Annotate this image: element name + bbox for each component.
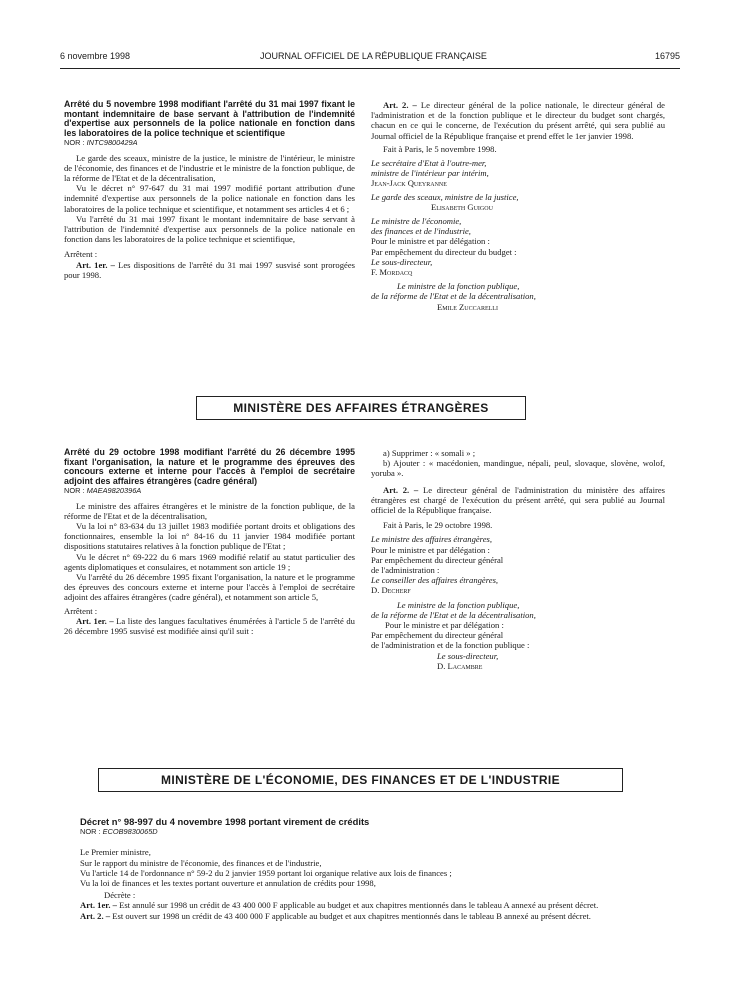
arrete1-arretent: Arrêtent :	[64, 249, 98, 260]
arrete2-sig1-name: D. Decherf	[371, 585, 411, 596]
decret-rapport: Sur le rapport du ministre de l'économie, des finances et de l'industrie,	[80, 857, 322, 868]
arrete1-sig4-role: Le ministre de la fonction publique,	[397, 281, 520, 292]
page-header	[60, 51, 680, 65]
arrete2-visa-2: Vu le décret n° 69-222 du 6 mars 1969 modifié relatif au statut particulier des agents diplomatiques et consulaires, et notamment son article 19 ;	[64, 551, 355, 572]
decret-visa-2: Vu la loi de finances et les textes portant ouverture et annulation de crédits pour 1998,	[80, 878, 376, 889]
arrete2-sig2-delegation: Pour le ministre et par délégation :	[385, 620, 504, 631]
arrete1-title: Arrêté du 5 novembre 1998 modifiant l'arrêté du 31 mai 1997 fixant le montant indemnitaire de base servant à l'attribution de l'indemnité d'expertise aux personnels de la police nationale en fonction dans les laboratoires de la police technique et scientifique	[64, 99, 355, 138]
arrete1-preamble: Le garde des sceaux, ministre de la justice, le ministre de l'intérieur, le ministre de l'économie, des finances et de l'industrie et le ministre de la fonction publique, de la réforme de l'Etat et de la décentralisation,	[64, 152, 355, 183]
arrete2-sig2-role: Le ministre de la fonction publique,	[397, 599, 520, 610]
arrete1-article-1: Art. 1er. – Les dispositions de l'arrêté du 31 mai 1997 susvisé sont prorogées pour 1998.	[64, 259, 355, 280]
arrete2-sig1-role: Le ministre des affaires étrangères,	[371, 534, 493, 545]
arrete2-visa-3: Vu l'arrêté du 26 décembre 1995 fixant l'organisation, la nature et le programme des épreuves des concours externe et interne pour l'accès à l'emploi de secrétaire adjoint des affaires étrangères (cadre général), et notamment son article 5,	[64, 572, 355, 603]
arrete1-sig3-role-c: Le sous-directeur,	[371, 256, 433, 267]
arrete2-nor: NOR : MAEA9820396A	[64, 486, 142, 496]
arrete2-item-a: a) Supprimer : « somali » ;	[383, 448, 476, 458]
arrete2-article-2: Art. 2. – Le directeur général de l'administration du ministère des affaires étrangères est chargé de l'exécution du présent arrêté, qui sera publié au Journal officiel de la République française.	[371, 484, 665, 516]
arrete2-sig1-administration: de l'administration :	[371, 565, 440, 576]
arrete2-article-1: Art. 1er. – La liste des langues facultatives énumérées à l'article 5 de l'arrêté du 26 décembre 1995 susvisé est modifiée ainsi qu'il suit :	[64, 615, 355, 637]
arrete1-sig3-role: Le ministre de l'économie,	[371, 216, 462, 227]
arrete2-visa-1: Vu la loi n° 83-634 du 13 juillet 1983 modifiée portant droits et obligations des fonctionnaires, ensemble la loi n° 84-16 du 11 janvier 1984 modifiée portant dispositions statutaires relatives à la fonction publique de l'Etat ;	[64, 520, 355, 552]
arrete1-visa-1: Vu le décret n° 97-647 du 31 mai 1997 modifié portant attribution d'une indemnité d'expertise aux personnels de la police nationale en fonction dans les laboratoires de la police technique et scientifique, et notamment ses articles 4 et 6 ;	[64, 183, 355, 214]
arrete2-sig2-name: D. Lacambre	[437, 660, 483, 671]
header-page-number: 16795	[654, 51, 680, 61]
arrete2-sig2-role-c: Le sous-directeur,	[437, 650, 499, 661]
arrete1-sig1-role-b: ministre de l'intérieur par intérim,	[371, 168, 489, 179]
arrete1-right-column	[371, 100, 665, 312]
arrete1-sig1-name: Jean-Jack Queyranne	[371, 178, 447, 189]
arrete2-sig2-role-b: de la réforme de l'Etat et de la décentralisation,	[371, 609, 536, 620]
decret-nor: NOR : ECOB9830065D	[80, 827, 158, 837]
arrete1-article-2: Art. 2. – Le directeur général de la police nationale, le directeur général de l'administration et de la fonction publique et le directeur du budget sont chargés, chacun en ce qui le concerne, de l'exécution du présent arrêté, qui sera publié au Journal officiel de la République française et prend effet le 1er janvier 1998.	[371, 100, 665, 141]
header-journal: JOURNAL OFFICIEL DE LA RÉPUBLIQUE FRANÇAISE	[260, 51, 487, 61]
arrete2-preamble: Le ministre des affaires étrangères et le ministre de la fonction publique, de la réforme de l'Etat et de la décentralisation,	[64, 500, 355, 521]
header-rule	[60, 68, 680, 69]
decret-title: Décret n° 98-997 du 4 novembre 1998 portant virement de crédits	[80, 816, 370, 827]
arrete2-left-column	[64, 448, 355, 636]
ministry-heading-economie: MINISTÈRE DE L'ÉCONOMIE, DES FINANCES ET DE L'INDUSTRIE	[98, 768, 623, 792]
arrete1-sig1-role: Le secrétaire d'Etat à l'outre-mer,	[371, 158, 487, 169]
arrete2-sig2-administration: de l'administration et de la fonction publique :	[371, 640, 530, 651]
arrete2-arretent: Arrêtent :	[64, 605, 98, 616]
arrete1-sig2-role: Le garde des sceaux, ministre de la justice,	[371, 191, 519, 202]
decret-article-1: Art. 1er. – Est annulé sur 1998 un crédit de 43 400 000 F applicable au budget et aux chapitres mentionnés dans le tableau A annexé au présent décret.	[80, 900, 599, 911]
arrete1-sig3-name: F. Mordacq	[371, 267, 413, 278]
decret-visa-1: Vu l'article 14 de l'ordonnance n° 59-2 du 2 janvier 1959 portant loi organique relative aux lois de finances ;	[80, 867, 452, 878]
arrete2-sig1-delegation: Pour le ministre et par délégation :	[371, 544, 490, 555]
decret-article-2: Art. 2. – Est ouvert sur 1998 un crédit de 43 400 000 F applicable au budget et aux chapitres mentionnés dans le tableau B annexé au présent décret.	[80, 910, 591, 921]
header-date: 6 novembre 1998	[60, 51, 131, 61]
arrete1-sig3-role-b: des finances et de l'industrie,	[371, 226, 471, 237]
arrete1-sig3-delegation: Pour le ministre et par délégation :	[371, 236, 490, 247]
arrete2-sig1-role-b: Le conseiller des affaires étrangères,	[371, 575, 499, 586]
decret-preamble: Le Premier ministre,	[80, 847, 151, 858]
arrete1-nor: NOR : INTC9800429A	[64, 138, 138, 148]
arrete1-left-column	[64, 100, 355, 280]
arrete1-sig3-empechement: Par empêchement du directeur du budget :	[371, 246, 517, 257]
arrete1-sig2-name: Elisabeth Guigou	[431, 201, 493, 212]
arrete1-sig4-name: Emile Zuccarelli	[437, 301, 498, 312]
arrete1-visa-2: Vu l'arrêté du 31 mai 1997 fixant le montant indemnitaire de base servant à l'attribution de l'indemnité d'expertise aux personnels de la police nationale en fonction dans les laboratoires de la police technique et scientifique,	[64, 213, 355, 245]
ministry-heading-affaires-etrangeres: MINISTÈRE DES AFFAIRES ÉTRANGÈRES	[196, 396, 526, 420]
arrete2-title: Arrêté du 29 octobre 1998 modifiant l'arrêté du 26 décembre 1995 fixant l'organisation, la nature et le programme des épreuves des concours externe et interne pour l'accès à l'emploi de secrétaire adjoint des affaires étrangères (cadre général)	[64, 447, 355, 486]
arrete2-right-column	[371, 448, 665, 671]
arrete2-fait: Fait à Paris, le 29 octobre 1998.	[383, 520, 493, 531]
arrete2-item-b: b) Ajouter : « macédonien, mandingue, népali, peul, slovaque, slovène, wolof, yoruba ».	[371, 458, 665, 479]
arrete2-sig1-empechement: Par empêchement du directeur général	[371, 554, 504, 565]
decret-block	[80, 817, 663, 921]
arrete1-fait: Fait à Paris, le 5 novembre 1998.	[383, 143, 497, 154]
arrete1-sig4-role-b: de la réforme de l'Etat et de la décentralisation,	[371, 291, 536, 302]
decret-decrete: Décrète :	[104, 890, 136, 901]
arrete2-sig2-empechement: Par empêchement du directeur général	[371, 630, 504, 641]
